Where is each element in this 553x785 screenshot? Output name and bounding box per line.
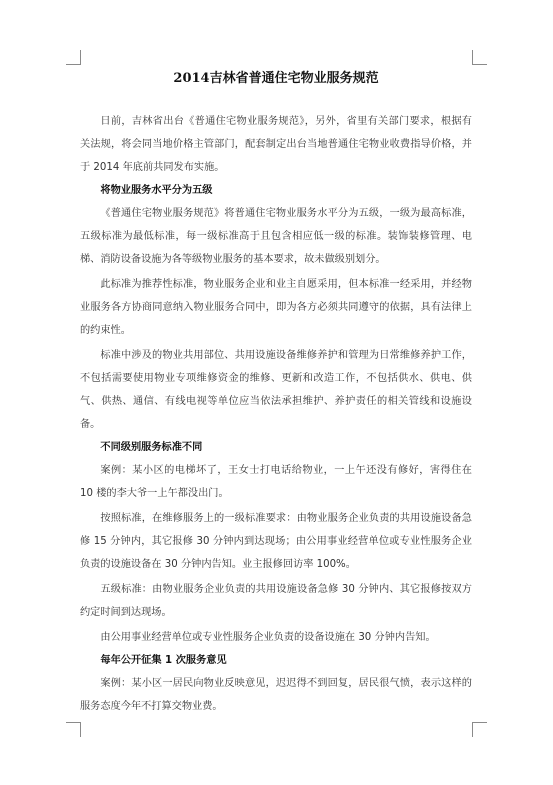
- section-heading: 每年公开征集 1 次服务意见: [100, 655, 227, 666]
- section-heading: 不同级别服务标准不同: [100, 442, 203, 453]
- paragraph: 案例：某小区一居民向物业反映意见，迟迟得不到回复，居民很气愤，表示这样的服务态度今年不打算交物业费。: [80, 678, 472, 712]
- paragraph: 由公用事业经营单位或专业性服务企业负责的设备设施在 30 分钟内告知。: [100, 632, 436, 643]
- paragraph: 标准中涉及的物业共用部位、共用设施设备维修养护和管理为日常维修养护工作，不包括需要使用物业专项维修资金的维修、更新和改造工作，不包括供水、供电、供气、供热、通信、有线电视等单位应当依法承担维护、养护责任的相关管线和设施设备。: [80, 350, 472, 430]
- page-corner-mark: [472, 722, 487, 737]
- paragraph: 五级标准：由物业服务企业负责的共用设施设备急修 30 分钟内、其它报修按双方约定时间到达现场。: [80, 584, 472, 618]
- page-corner-mark: [66, 50, 81, 65]
- page-corner-mark: [66, 722, 81, 737]
- paragraph: 此标准为推荐性标准，物业服务企业和业主自愿采用，但本标准一经采用，并经物业服务各方协商同意纳入物业服务合同中，即为各方必须共同遵守的依据，具有法律上的约束性。: [80, 279, 472, 336]
- document-title: 2014吉林省普通住宅物业服务规范: [173, 71, 379, 86]
- section-heading: 将物业服务水平分为五级: [100, 185, 213, 196]
- paragraph: 案例：某小区的电梯坏了，王女士打电话给物业，一上午还没有修好，害得住在 10 楼的李大爷一上午都没出门。: [80, 465, 472, 499]
- paragraph: 《普通住宅物业服务规范》将普通住宅物业服务水平分为五级，一级为最高标准，五级标准为最低标准，每一级标准高于且包含相应低一级的标准。装饰装修管理、电梯、消防设备设施为各等级物业服务的基本要求，故未做级别划分。: [80, 208, 472, 265]
- document-body: [80, 68, 472, 718]
- paragraph: 日前，吉林省出台《普通住宅物业服务规范》，另外，省里有关部门要求，根据有关法规，将会同当地价格主管部门，配套制定出台当地普通住宅物业收费指导价格，并于 2014 年底前共同发布实施。: [80, 116, 472, 173]
- page-corner-mark: [472, 50, 487, 65]
- paragraph: 按照标准，在维修服务上的一级标准要求：由物业服务企业负责的共用设施设备急修 15 分钟内，其它报修 30 分钟内到达现场；由公用事业经营单位或专业性服务企业负责的设施设备在 30 分钟内告知。业主报修回访率 100%。: [80, 513, 472, 570]
